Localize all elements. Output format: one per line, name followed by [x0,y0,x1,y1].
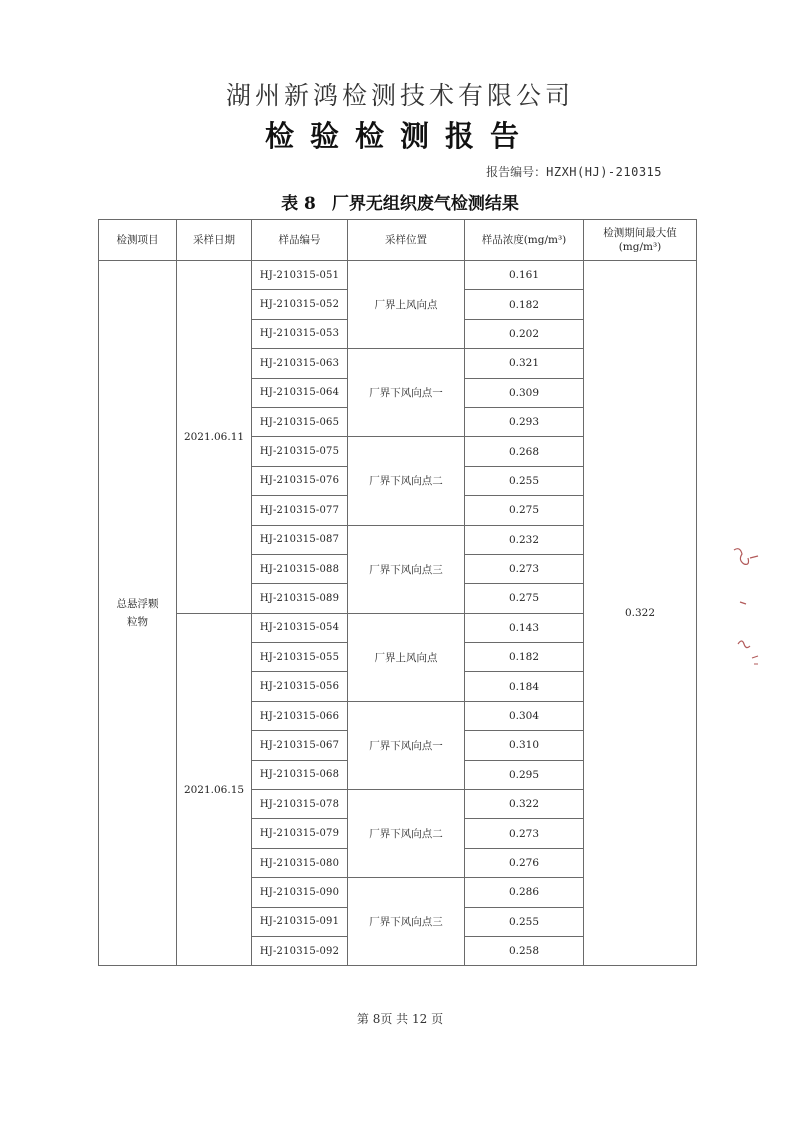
concentration-cell: 0.273 [465,819,584,848]
sample-no-cell: HJ-210315-089 [252,584,348,613]
col-header-max-line2: (mg/m³) [618,241,662,253]
concentration-cell: 0.184 [465,672,584,701]
max-value-cell: 0.322 [584,261,697,966]
col-header-location: 采样位置 [348,220,465,261]
sampling-location-cell: 厂界上风向点 [348,613,465,701]
report-number-value: HZXH(HJ)-210315 [546,165,662,179]
sample-no-cell: HJ-210315-051 [252,261,348,290]
sample-no-cell: HJ-210315-088 [252,554,348,583]
concentration-cell: 0.310 [465,731,584,760]
sample-no-cell: HJ-210315-080 [252,848,348,877]
concentration-cell: 0.202 [465,319,584,348]
concentration-cell: 0.273 [465,554,584,583]
sampling-location-cell: 厂界下风向点一 [348,349,465,437]
sample-no-cell: HJ-210315-063 [252,349,348,378]
sample-no-cell: HJ-210315-090 [252,878,348,907]
sample-no-cell: HJ-210315-052 [252,290,348,319]
concentration-cell: 0.232 [465,525,584,554]
sample-no-cell: HJ-210315-091 [252,907,348,936]
concentration-cell: 0.309 [465,378,584,407]
sampling-location-cell: 厂界下风向点二 [348,790,465,878]
concentration-cell: 0.293 [465,407,584,436]
report-title: 检验检测报告 [264,119,535,153]
col-header-max-line1: 检测期间最大值 [603,227,677,239]
sample-no-cell: HJ-210315-092 [252,936,348,965]
concentration-cell: 0.182 [465,290,584,319]
sampling-location-cell: 厂界下风向点一 [348,701,465,789]
concentration-cell: 0.321 [465,349,584,378]
concentration-cell: 0.161 [465,261,584,290]
col-header-item: 检测项目 [99,220,177,261]
sampling-location-cell: 厂界下风向点三 [348,525,465,613]
sample-no-cell: HJ-210315-068 [252,760,348,789]
sample-no-cell: HJ-210315-078 [252,790,348,819]
concentration-cell: 0.304 [465,701,584,730]
sample-no-cell: HJ-210315-066 [252,701,348,730]
concentration-cell: 0.258 [465,936,584,965]
table-number: 表 8 [281,194,316,214]
table-title [0,189,800,214]
sampling-location-cell: 厂界上风向点 [348,261,465,349]
concentration-cell: 0.268 [465,437,584,466]
sample-no-cell: HJ-210315-075 [252,437,348,466]
concentration-cell: 0.286 [465,878,584,907]
sample-no-cell: HJ-210315-065 [252,407,348,436]
company-name: 湖州新鸿检测技术有限公司 [225,81,574,110]
sample-no-cell: HJ-210315-079 [252,819,348,848]
concentration-cell: 0.295 [465,760,584,789]
concentration-cell: 0.275 [465,496,584,525]
table-body [99,261,697,966]
sample-no-cell: HJ-210315-053 [252,319,348,348]
report-number-label: 报告编号： [486,165,547,179]
sample-no-cell: HJ-210315-064 [252,378,348,407]
concentration-cell: 0.255 [465,466,584,495]
detection-item-cell: 总悬浮颗粒物 [99,261,177,966]
sample-no-cell: HJ-210315-056 [252,672,348,701]
sampling-location-cell: 厂界下风向点二 [348,437,465,525]
concentration-cell: 0.182 [465,643,584,672]
concentration-cell: 0.276 [465,848,584,877]
sample-no-cell: HJ-210315-076 [252,466,348,495]
report-number [486,163,662,180]
concentration-cell: 0.143 [465,613,584,642]
sample-no-cell: HJ-210315-054 [252,613,348,642]
col-header-sample-no: 样品编号 [252,220,348,261]
page-number: 第 8页 共 12 页 [356,1012,444,1026]
concentration-cell: 0.255 [465,907,584,936]
concentration-cell: 0.275 [465,584,584,613]
table-header-row [99,220,697,261]
handwritten-marks [728,540,768,690]
sample-no-cell: HJ-210315-087 [252,525,348,554]
col-header-date: 采样日期 [177,220,252,261]
table-row [99,261,697,290]
sampling-date-cell: 2021.06.11 [177,261,252,614]
sampling-date-cell: 2021.06.15 [177,613,252,966]
sample-no-cell: HJ-210315-077 [252,496,348,525]
table-title-text: 厂界无组织废气检测结果 [331,194,519,214]
concentration-cell: 0.322 [465,790,584,819]
col-header-max [584,220,697,261]
col-header-concentration: 样品浓度(mg/m³) [465,220,584,261]
sample-no-cell: HJ-210315-055 [252,643,348,672]
sample-no-cell: HJ-210315-067 [252,731,348,760]
sampling-location-cell: 厂界下风向点三 [348,878,465,966]
results-table [98,219,697,966]
